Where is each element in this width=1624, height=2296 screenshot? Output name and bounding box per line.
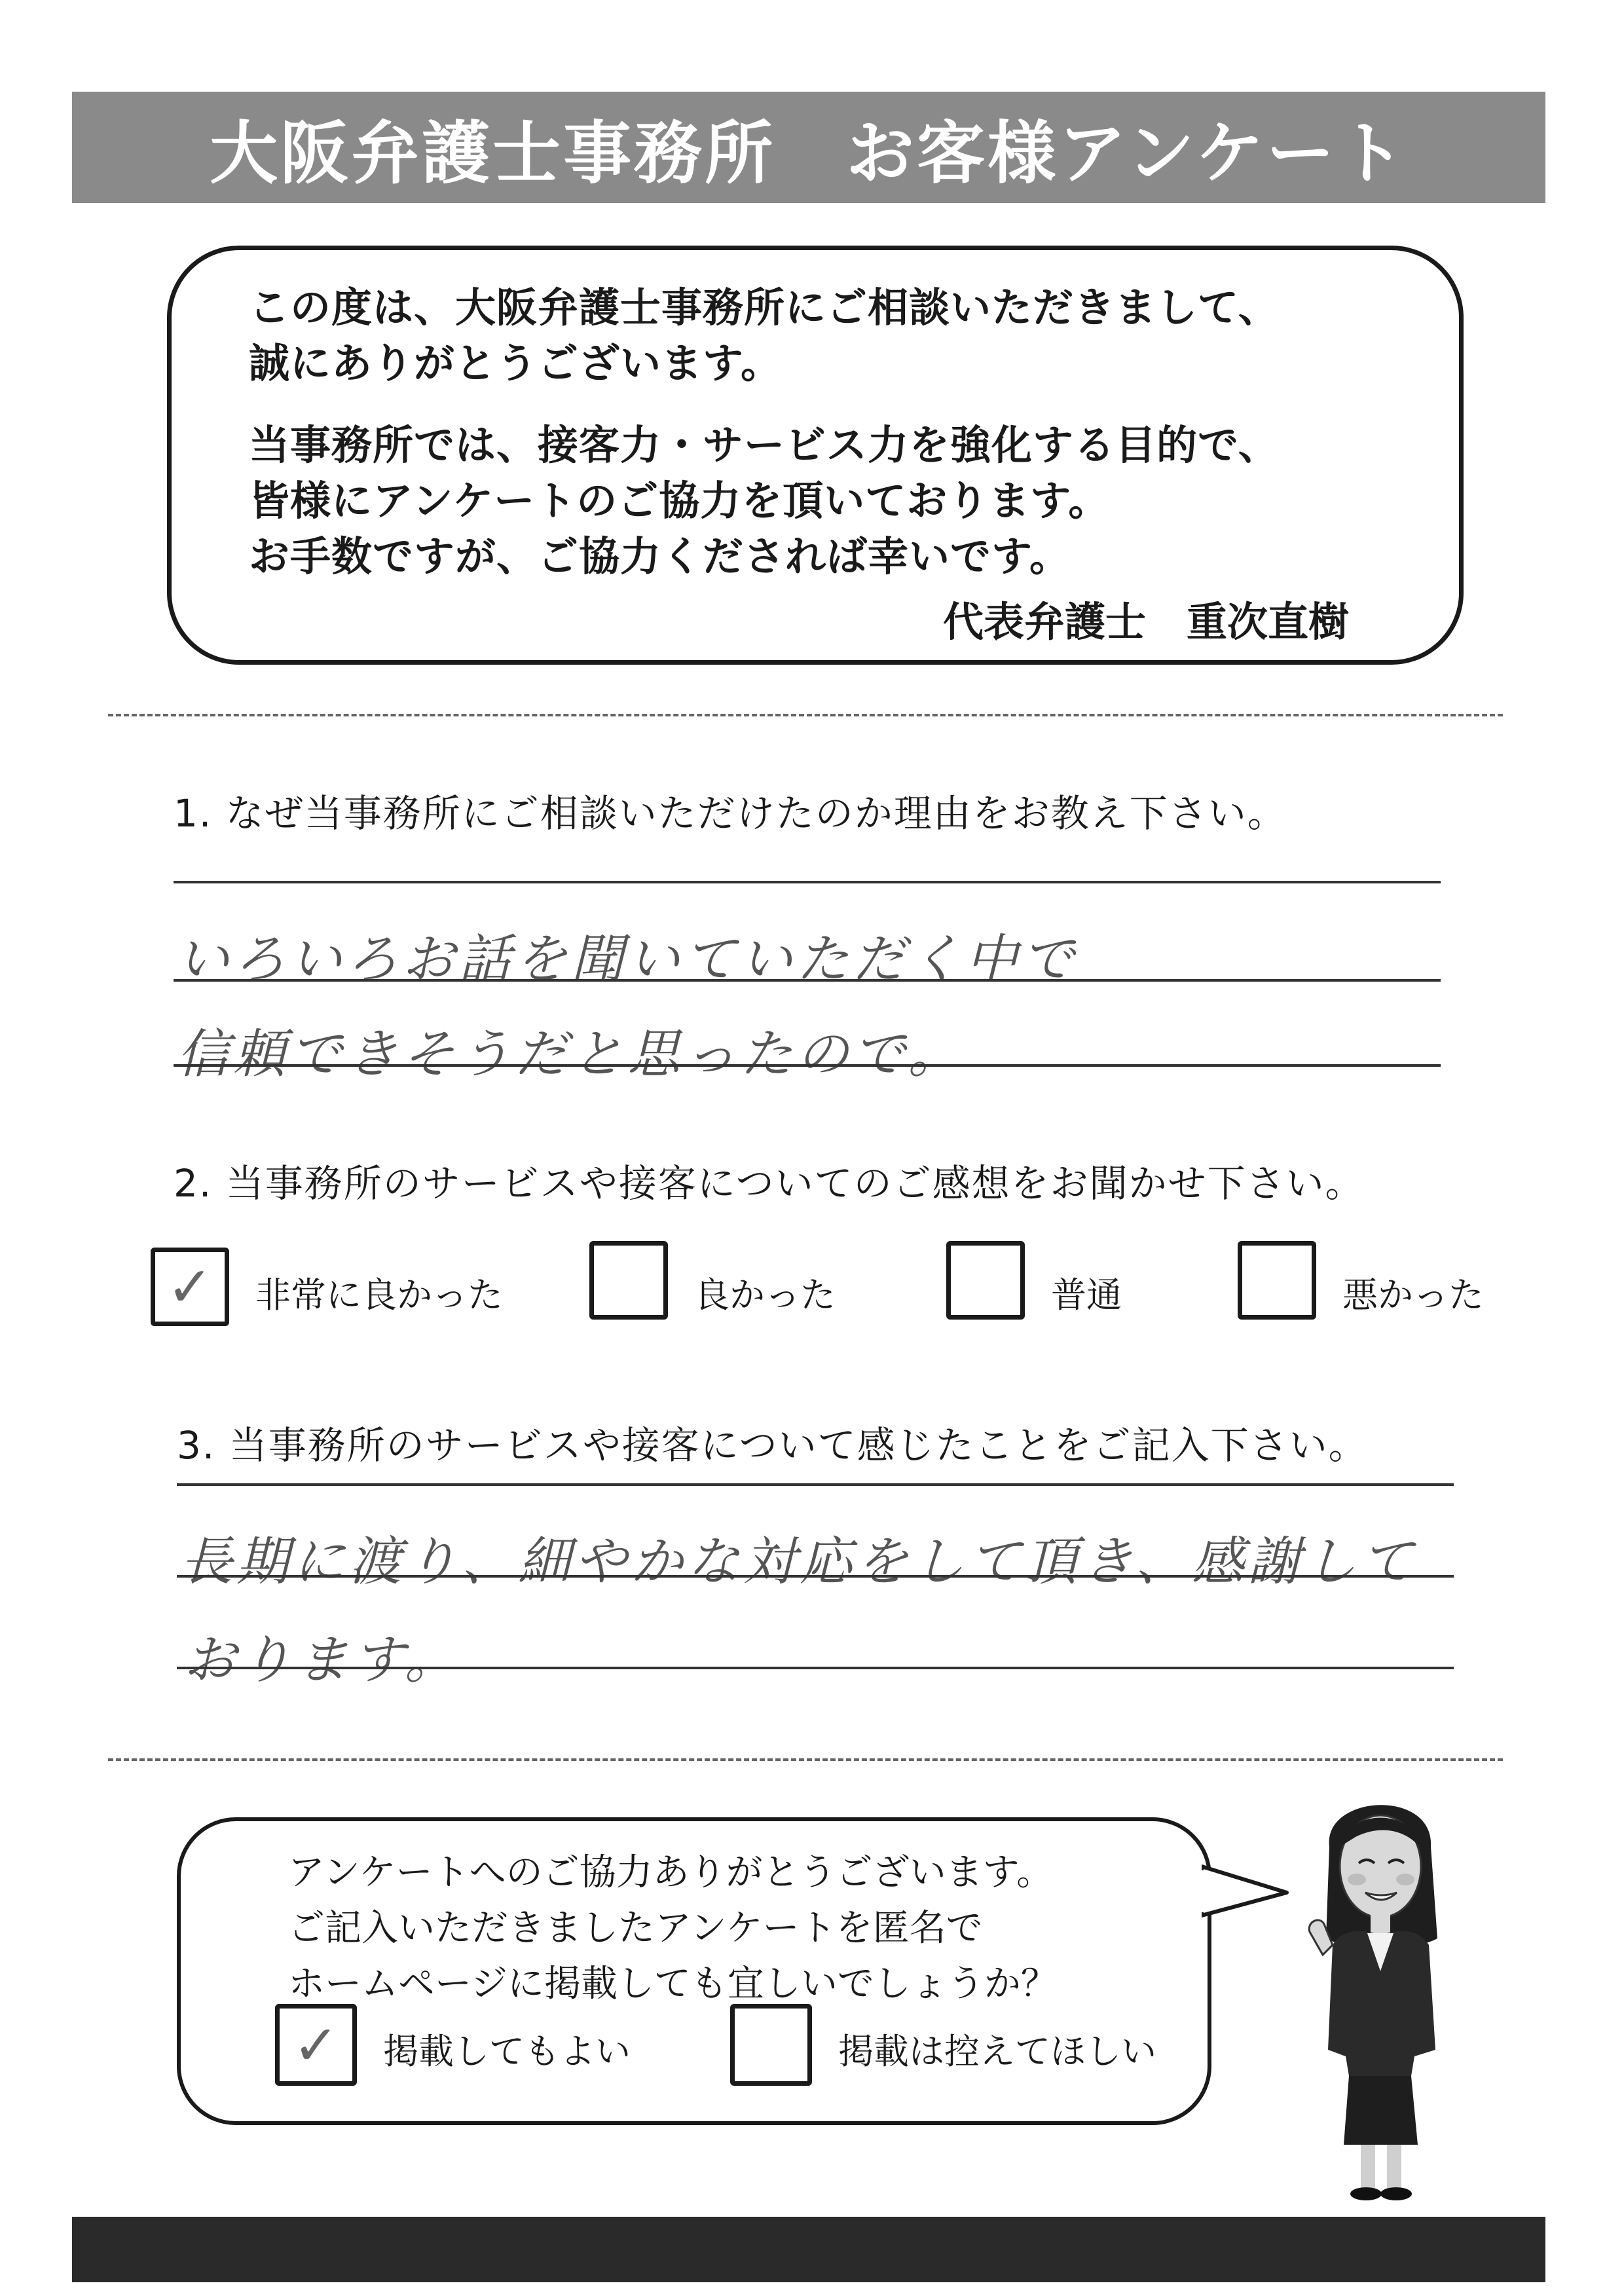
header-bar (72, 92, 1545, 203)
answer-1-line-1[interactable]: いろいろお話を聞いていただく中で (177, 929, 1078, 990)
consent-line-2: ご記入いただきましたアンケートを匿名で (288, 1907, 983, 1950)
section-divider (108, 714, 1503, 716)
option-average-label: 普通 (1051, 1274, 1122, 1316)
bubble-tail (1202, 1853, 1290, 1932)
question-3: 3. 当事務所のサービスや接客について感じたことをご記入下さい。 (177, 1423, 1368, 1468)
checkbox-bad[interactable] (1238, 1241, 1316, 1320)
option-good-label: 良かった (694, 1274, 836, 1316)
intro-line-5: お手数ですが、ご協力くだされば幸いです。 (249, 532, 1071, 580)
intro-line-3: 当事務所では、接客力・サービス力を強化する目的で、 (249, 421, 1280, 469)
checkbox-publish-no[interactable] (730, 2004, 812, 2086)
answer-line (174, 881, 1441, 883)
answer-3-line-2[interactable]: おります。 (183, 1629, 461, 1690)
option-publish-ok-label: 掲載してもよい (383, 2031, 631, 2072)
consent-line-3: ホームページに掲載しても宜しいでしょうか？ (288, 1963, 1058, 2005)
answer-line (177, 1575, 1454, 1578)
answer-line (174, 1064, 1441, 1067)
check-mark-icon: ✓ (166, 1255, 213, 1319)
answer-line (177, 1667, 1454, 1669)
question-1: 1. なぜ当事務所にご相談いただけたのか理由をお教え下さい。 (174, 791, 1287, 836)
intro-line-4: 皆様にアンケートのご協力を頂いております。 (249, 477, 1110, 525)
answer-line (177, 1483, 1454, 1486)
checkbox-publish-ok[interactable] (275, 2004, 357, 2086)
intro-line-2: 誠にありがとうございます。 (249, 339, 783, 387)
signature: 代表弁護士 重次直樹 (943, 598, 1350, 646)
answer-3-line-1[interactable]: 長期に渡り、細やかな対応をして頂き、感謝して (180, 1531, 1417, 1592)
footer-bar (72, 2217, 1545, 2282)
checkbox-average[interactable] (946, 1241, 1025, 1320)
option-bad-label: 悪かった (1342, 1274, 1484, 1316)
option-publish-no-label: 掲載は控えてほしい (838, 2031, 1156, 2072)
staff-illustration (1283, 1768, 1480, 2213)
answer-line (174, 979, 1441, 982)
consent-line-1: アンケートへのご協力ありがとうございます。 (288, 1851, 1054, 1894)
check-mark-icon: ✓ (293, 2012, 339, 2077)
intro-line-1: この度は、大阪弁護士事務所にご相談いただきまして、 (249, 284, 1280, 331)
checkbox-very-good[interactable] (151, 1248, 229, 1326)
page-title: 大阪弁護士事務所 お客様アンケート (210, 113, 1408, 193)
section-divider (108, 1758, 1503, 1761)
checkbox-good[interactable] (589, 1241, 668, 1320)
answer-1-line-2[interactable]: 信頼できそうだと思ったので。 (177, 1024, 965, 1084)
option-very-good-label: 非常に良かった (255, 1274, 503, 1316)
question-2: 2. 当事務所のサービスや接客についてのご感想をお聞かせ下さい。 (174, 1161, 1365, 1206)
